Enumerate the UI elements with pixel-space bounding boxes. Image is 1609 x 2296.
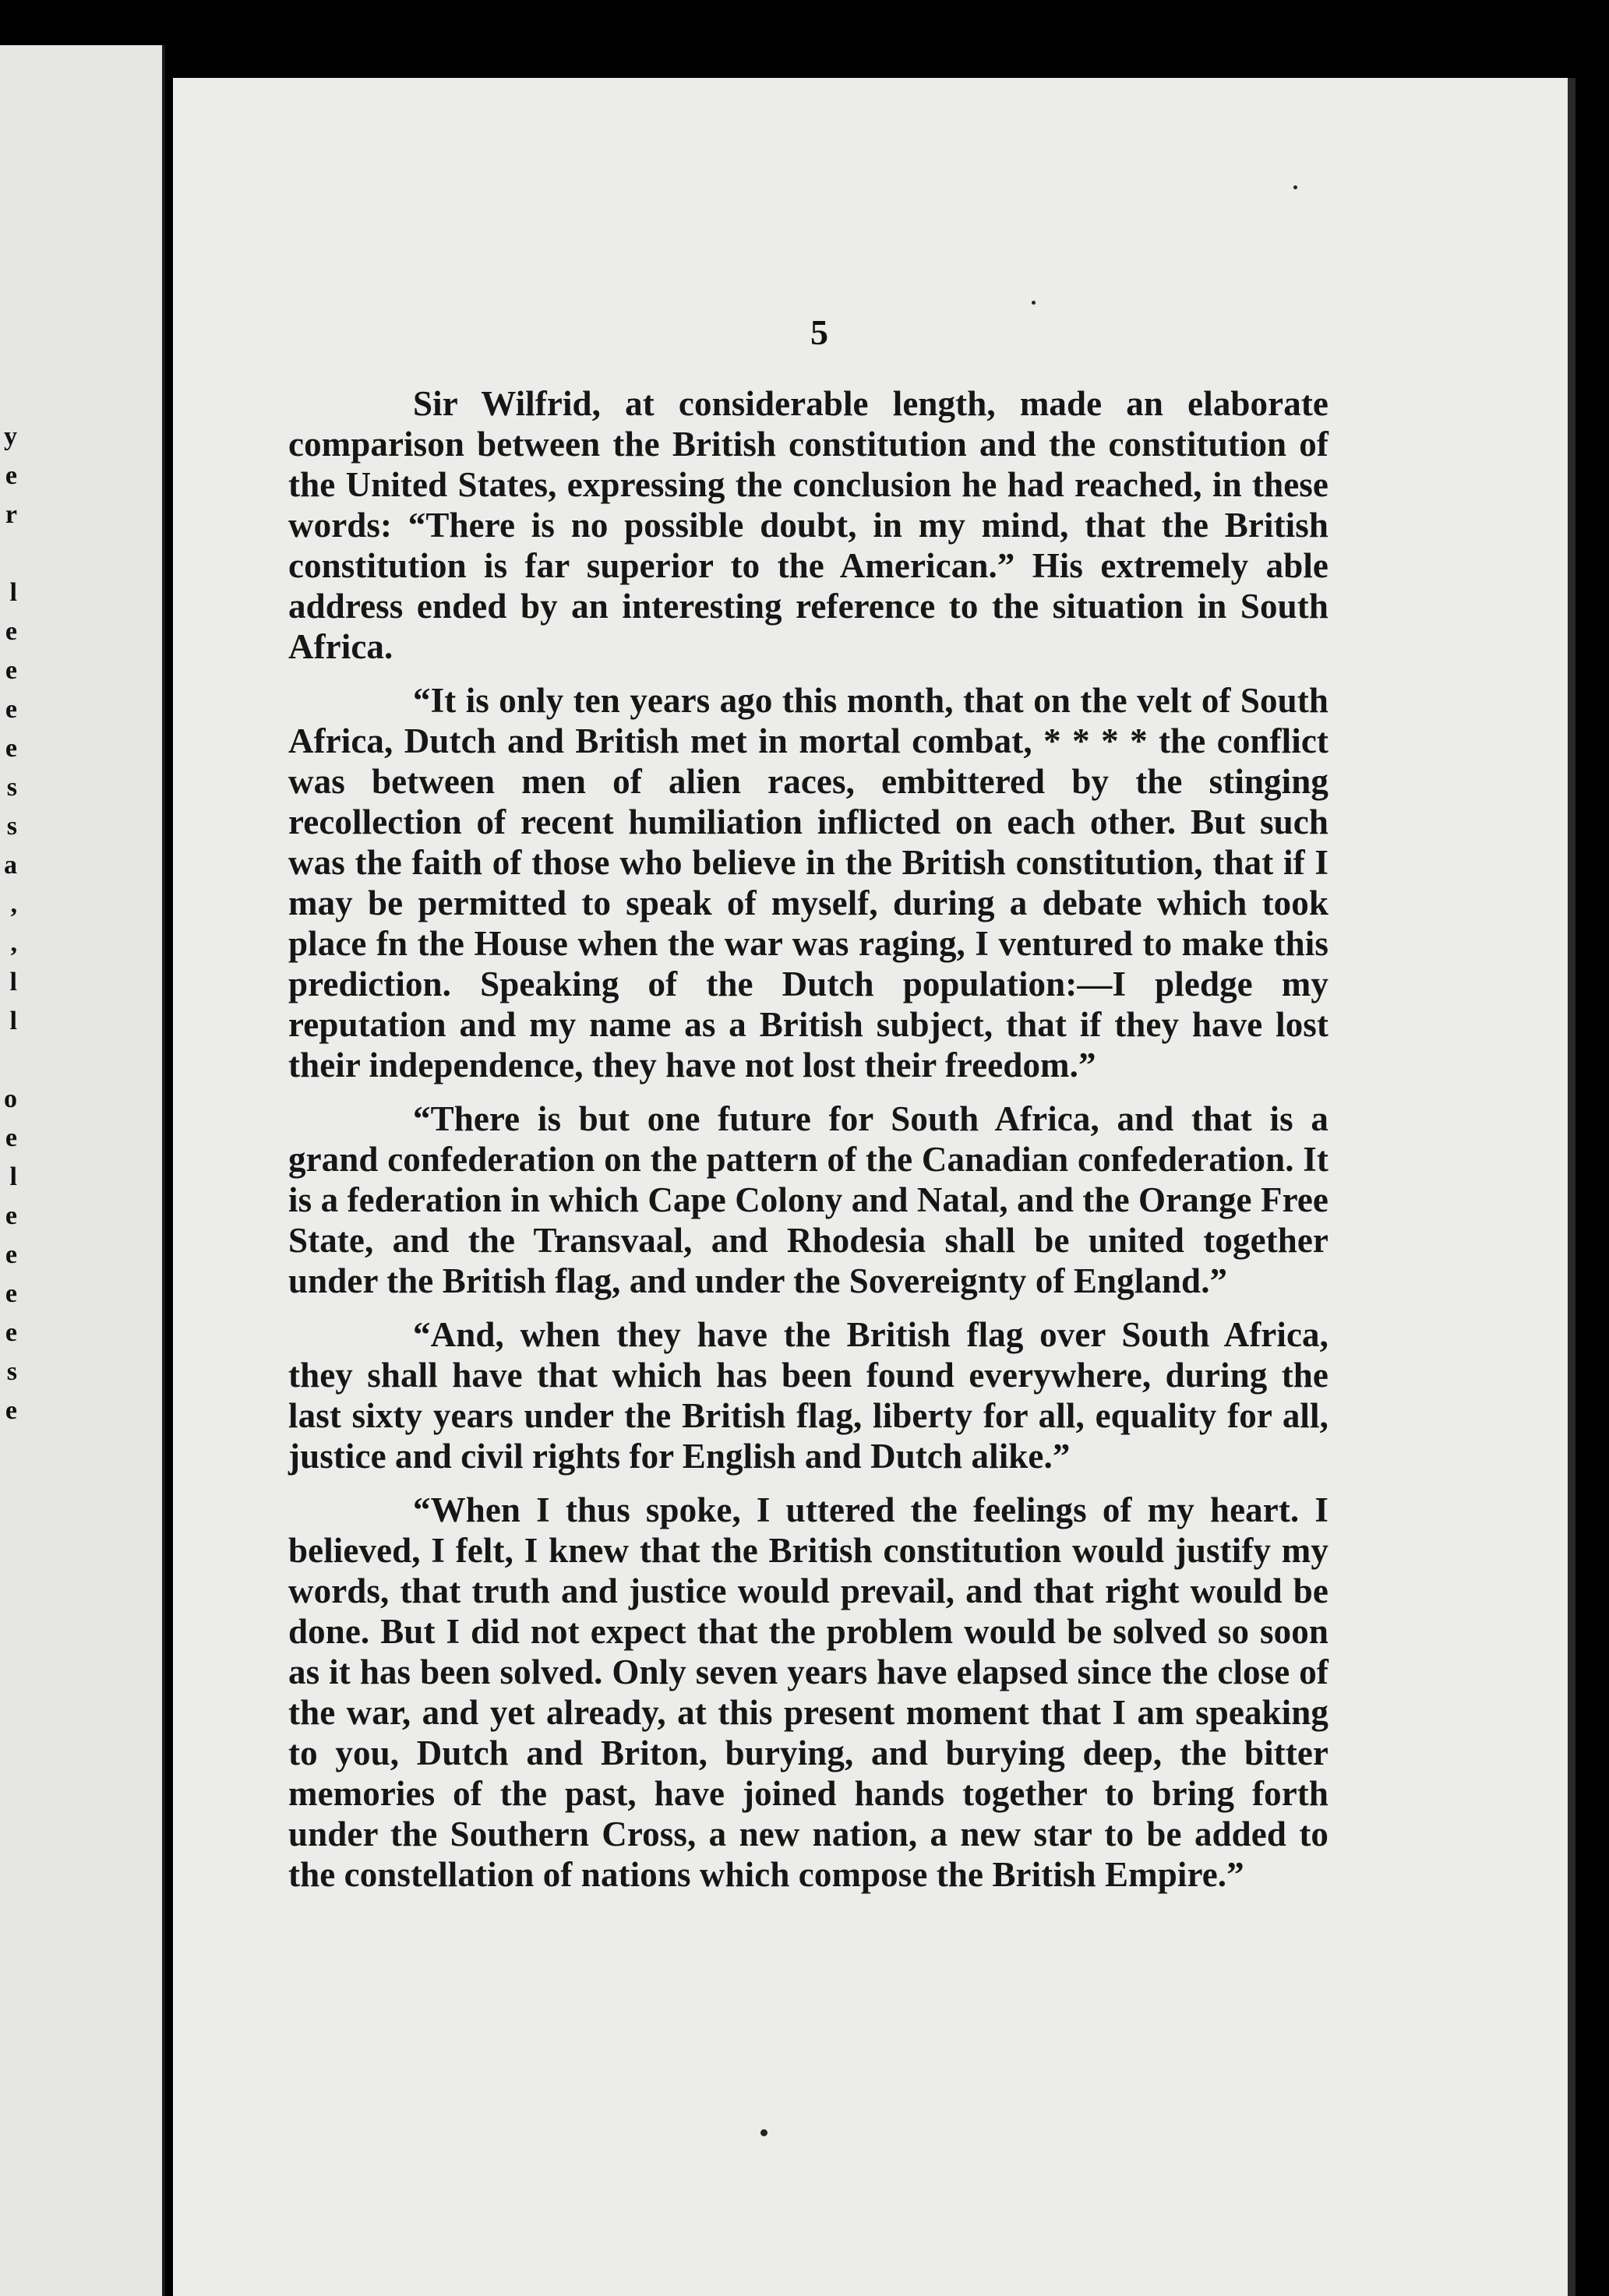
facing-letter: l [9, 1007, 17, 1035]
document-page [173, 78, 1575, 2296]
facing-letter: e [5, 656, 17, 685]
facing-letter: e [5, 1240, 17, 1269]
facing-letter: s [6, 773, 17, 802]
paragraph: “When I thus spoke, I uttered the feelings of my heart. I believed, I felt, I knew that the British constitution would justify my words, that truth and justice would prevail, and that right would be done. But I did not expect that the problem would be solved so soon as it has been solved. Only seven years have elapsed since the close of the war, and yet already, at this present moment that I am speaking to you, Dutch and Briton, burying, and burying deep, the bitter memories of the past, have joined hands together to bring forth under the Southern Cross, a new nation, a new star to be added to the constellation of nations which compose the British Empire.” [288, 1490, 1328, 1894]
facing-letter: l [9, 968, 17, 996]
facing-letter: e [5, 1123, 17, 1152]
paragraph: “There is but one future for South Africa, and that is a grand confederation on the pattern of the Canadian confederation. It is a federation in which Cape Colony and Natal, and the Orange Free State, and the Transvaal, and Rhodesia shall be united together under the British flag, and under the Sovereignty of England.” [288, 1099, 1328, 1300]
facing-letter: a [4, 851, 17, 880]
facing-letter: , [10, 929, 17, 958]
page-body [288, 383, 1328, 1908]
facing-page-edge [0, 45, 165, 2296]
page-number: 5 [810, 312, 828, 352]
facing-letter: e [5, 1279, 17, 1308]
facing-letter: r [5, 500, 17, 529]
facing-letter: e [5, 695, 17, 724]
facing-letter: e [5, 1201, 17, 1230]
facing-letter: e [5, 617, 17, 646]
paragraph: “And, when they have the British flag over South Africa, they shall have that which has been found everywhere, during the last sixty years under the British flag, liberty for all, equality for all, justice and civil rights for English and Dutch alike.” [288, 1315, 1328, 1476]
facing-letter: l [9, 1162, 17, 1191]
facing-page-letters [0, 418, 17, 1430]
paragraph: “It is only ten years ago this month, that on the velt of South Africa, Dutch and British met in mortal combat, * * * * the conflict was between men of alien races, embittered by the stinging recollection of recent humiliation inflicted on each other. But such was the faith of those who believe in the British constitution, that if I may be permitted to speak of myself, during a debate which took place fn the House when the war was raging, I ventured to make this prediction. Speaking of the Dutch population:—I pledge my reputation and my name as a British subject, that if they have lost their independence, they have not lost their freedom.” [288, 681, 1328, 1085]
facing-letter: , [10, 890, 17, 919]
ink-speck [1293, 185, 1297, 189]
ink-speck [760, 2129, 767, 2136]
facing-letter [0, 534, 17, 573]
paragraph: Sir Wilfrid, at considerable length, made an elaborate comparison between the British constitution and the constitution of the United States, expressing the conclusion he had reached, in these words: “There is no possible doubt, in my mind, that the British constitution is far superior to the American.” His extremely able address ended by an interesting reference to the situation in South Africa. [288, 384, 1328, 666]
facing-letter: e [5, 734, 17, 763]
facing-letter: e [5, 1318, 17, 1347]
facing-letter: s [6, 812, 17, 841]
facing-letter: e [5, 1396, 17, 1425]
facing-letter: l [9, 578, 17, 607]
facing-letter: o [4, 1085, 17, 1113]
facing-letter: y [4, 422, 17, 451]
ink-speck [1032, 301, 1036, 305]
facing-letter: e [5, 461, 17, 490]
facing-letter [0, 1041, 17, 1080]
facing-letter: s [6, 1357, 17, 1386]
